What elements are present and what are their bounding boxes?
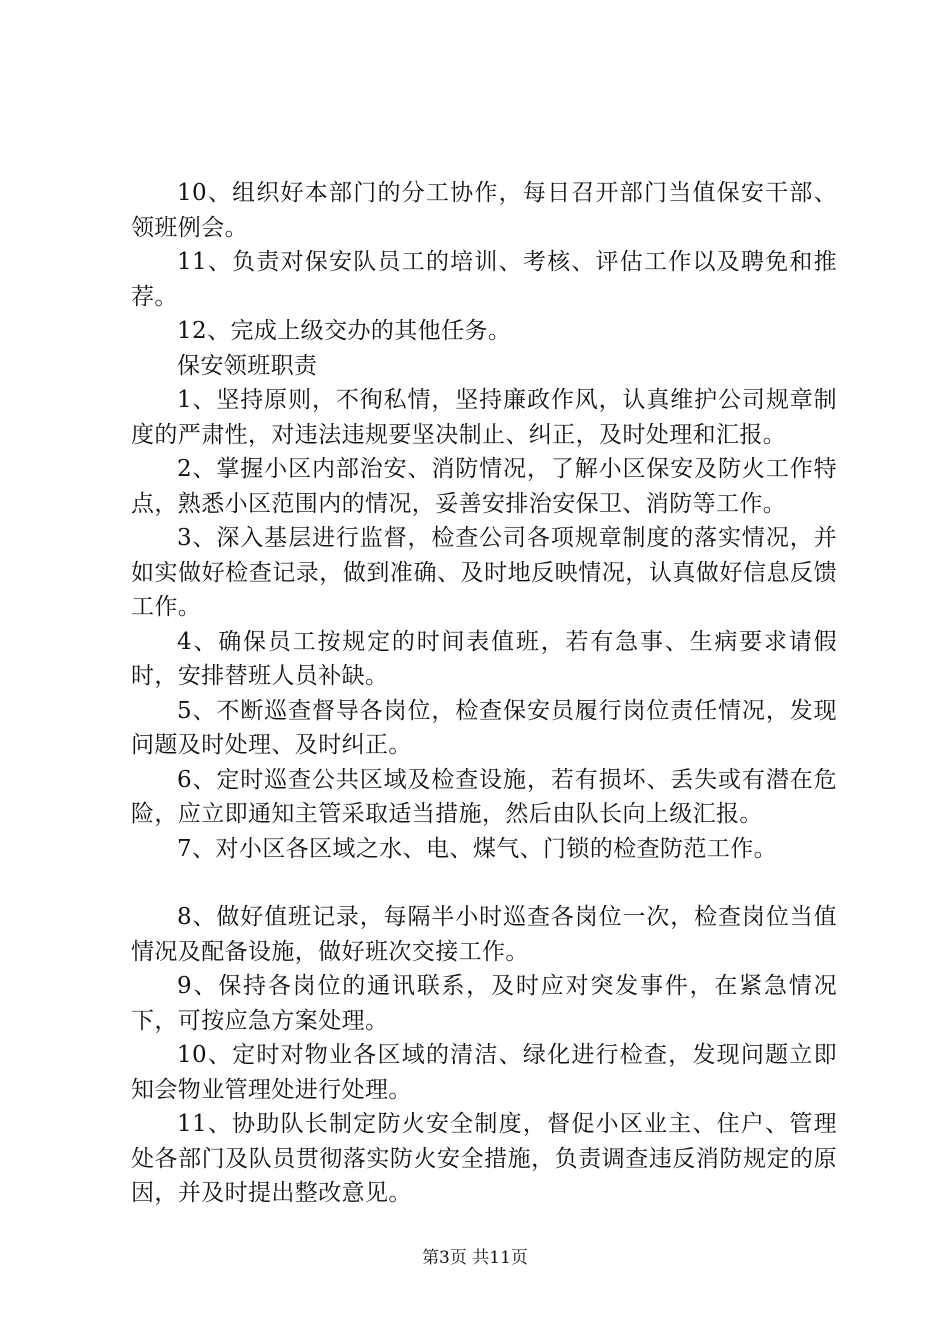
paragraph-item-10-inspection: 10、定时对物业各区域的清洁、绿化进行检查，发现问题立即知会物业管理处进行处理。	[131, 1042, 837, 1103]
paragraph-item-7: 7、对小区各区域之水、电、煤气、门锁的检查防范工作。	[177, 835, 778, 862]
paragraph-item-3: 3、深入基层进行监督，检查公司各项规章制度的落实情况，并如实做好检查记录，做到准确、及时地反映情况，认真做好信息反馈工作。	[131, 525, 837, 620]
paragraph-item-9: 9、保持各岗位的通讯联系，及时应对突发事件，在紧急情况下，可按应急方案处理。	[131, 973, 837, 1034]
paragraph-item-11-training: 11、负责对保安队员工的培训、考核、评估工作以及聘免和推荐。	[131, 249, 837, 310]
section-heading: 保安领班职责	[177, 352, 318, 379]
document-body	[131, 176, 837, 1211]
page-number-footer: 第3页 共11页	[422, 1248, 528, 1268]
paragraph-item-12-tasks: 12、完成上级交办的其他任务。	[177, 318, 512, 344]
paragraph-item-2: 2、掌握小区内部治安、消防情况，了解小区保安及防火工作特点，熟悉小区范围内的情况，妥善安排治安保卫、消防等工作。	[131, 456, 837, 517]
paragraph-item-5: 5、不断巡查督导各岗位，检查保安员履行岗位责任情况，发现问题及时处理、及时纠正。	[131, 697, 837, 758]
paragraph-item-1: 1、坚持原则，不徇私情，坚持廉政作风，认真维护公司规章制度的严肃性，对违法违规要坚决制止、纠正，及时处理和汇报。	[131, 387, 837, 448]
paragraph-item-10-division: 10、组织好本部门的分工协作，每日召开部门当值保安干部、领班例会。	[131, 180, 837, 241]
paragraph-item-11-fire-safety: 11、协助队长制定防火安全制度，督促小区业主、住户、管理处各部门及队员贯彻落实防火安全措施，负责调查违反消防规定的原因，并及时提出整改意见。	[131, 1111, 837, 1206]
paragraph-item-8: 8、做好值班记录，每隔半小时巡查各岗位一次，检查岗位当值情况及配备设施，做好班次交接工作。	[131, 904, 837, 965]
paragraph-item-4: 4、确保员工按规定的时间表值班，若有急事、生病要求请假时，安排替班人员补缺。	[131, 628, 837, 689]
paragraph-item-6: 6、定时巡查公共区域及检查设施，若有损坏、丢失或有潜在危险，应立即通知主管采取适当措施，然后由队长向上级汇报。	[131, 766, 837, 827]
